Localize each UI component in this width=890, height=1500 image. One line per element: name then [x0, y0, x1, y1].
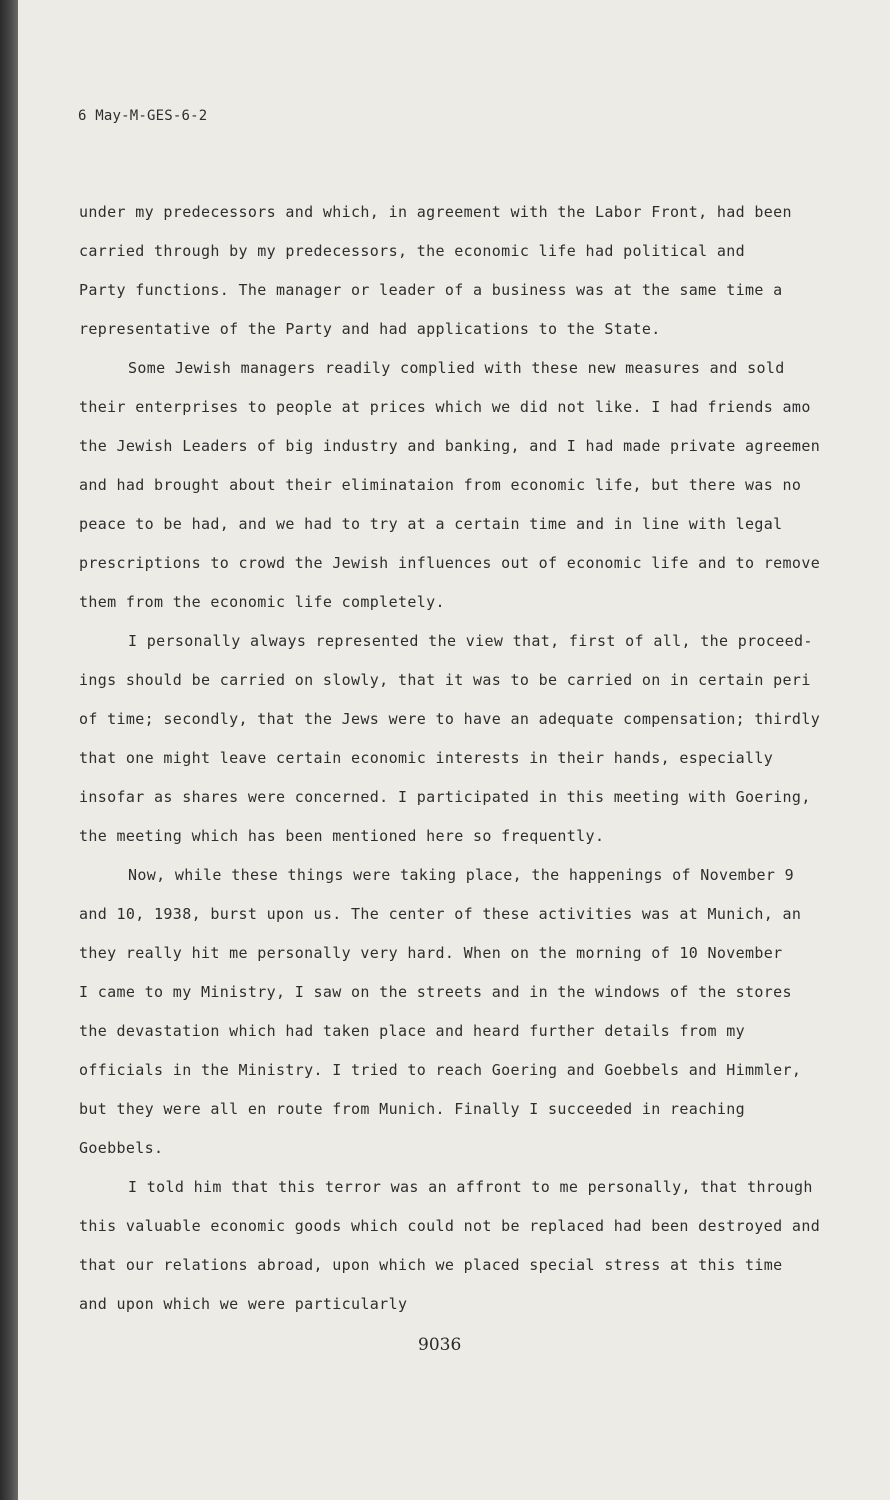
- text-line: the devastation which had taken place and heard further details from my: [79, 1022, 746, 1040]
- text-line: carried through by my predecessors, the economic life had political and: [79, 242, 746, 260]
- text-line: the meeting which has been mentioned here so frequently.: [79, 827, 605, 845]
- text-line: under my predecessors and which, in agreement with the Labor Front, had been: [79, 203, 792, 221]
- text-line: prescriptions to crowd the Jewish influences out of economic life and to remove: [79, 554, 821, 572]
- text-line: representative of the Party and had applications to the State.: [79, 320, 661, 338]
- text-line: Now, while these things were taking place, the happenings of November 9: [128, 866, 795, 884]
- text-line: Some Jewish managers readily complied with these new measures and sold: [128, 359, 785, 377]
- text-line: insofar as shares were concerned. I participated in this meeting with Goering,: [79, 788, 811, 806]
- document-page: [18, 0, 890, 1500]
- text-line: that one might leave certain economic interests in their hands, especially: [79, 749, 774, 767]
- text-line: peace to be had, and we had to try at a certain time and in line with legal: [79, 515, 783, 533]
- text-line: ings should be carried on slowly, that it was to be carried on in certain peri: [79, 671, 811, 689]
- page-binding-edge: [0, 0, 18, 1500]
- text-line: I came to my Ministry, I saw on the streets and in the windows of the stores: [79, 983, 792, 1001]
- page-number: 9036: [418, 1335, 462, 1355]
- text-line: them from the economic life completely.: [79, 593, 445, 611]
- text-line: they really hit me personally very hard. When on the morning of 10 November: [79, 944, 783, 962]
- text-line: Party functions. The manager or leader of a business was at the same time a: [79, 281, 783, 299]
- text-line: that our relations abroad, upon which we placed special stress at this time: [79, 1256, 783, 1274]
- text-line: of time; secondly, that the Jews were to have an adequate compensation; thirdly: [79, 710, 821, 728]
- text-line: officials in the Ministry. I tried to reach Goering and Goebbels and Himmler,: [79, 1061, 802, 1079]
- text-line: I personally always represented the view that, first of all, the proceed-: [128, 632, 813, 650]
- text-line: and 10, 1938, burst upon us. The center of these activities was at Munich, an: [79, 905, 802, 923]
- document-reference: 6 May-M-GES-6-2: [78, 108, 208, 124]
- text-line: this valuable economic goods which could not be replaced had been destroyed and: [79, 1217, 821, 1235]
- text-line: and had brought about their eliminataion from economic life, but there was no: [79, 476, 802, 494]
- text-line: the Jewish Leaders of big industry and banking, and I had made private agreemen: [79, 437, 821, 455]
- text-line: I told him that this terror was an affront to me personally, that through: [128, 1178, 813, 1196]
- text-line: Goebbels.: [79, 1139, 164, 1157]
- text-line: but they were all en route from Munich. Finally I succeeded in reaching: [79, 1100, 746, 1118]
- text-line: their enterprises to people at prices which we did not like. I had friends amo: [79, 398, 811, 416]
- text-line: and upon which we were particularly: [79, 1295, 408, 1313]
